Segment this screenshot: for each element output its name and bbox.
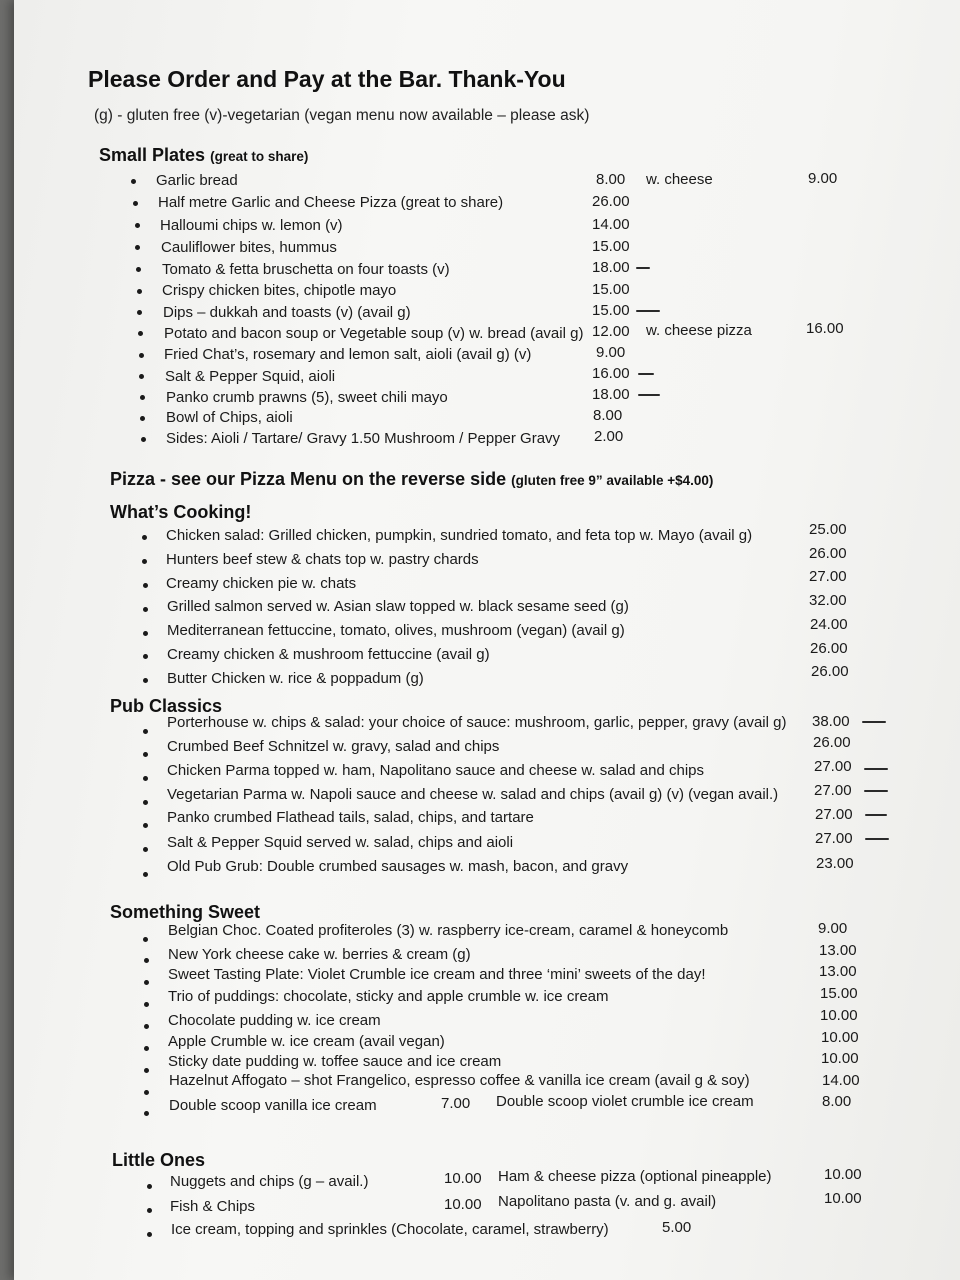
bullet	[143, 631, 148, 636]
item-mid-price: 7.00	[441, 1095, 471, 1112]
handwritten-tick-mark	[636, 310, 660, 312]
item-name: Creamy chicken & mushroom fettuccine (avail g)	[167, 646, 490, 663]
bullet	[144, 1002, 149, 1007]
section-heading-something-sweet: Something Sweet	[110, 902, 261, 922]
item-name: Panko crumbed Flathead tails, salad, chips, and tartare	[167, 809, 534, 826]
menu-page	[14, 0, 960, 1280]
item-price: 26.00	[810, 640, 848, 657]
item-price: 27.00	[815, 806, 853, 823]
item-price: 18.00	[592, 259, 630, 276]
bullet	[144, 1024, 149, 1029]
item-price: 16.00	[592, 365, 630, 382]
item-name: Double scoop vanilla ice cream	[169, 1097, 377, 1114]
page-title: Please Order and Pay at the Bar. Thank-You	[88, 66, 566, 92]
bullet	[143, 678, 148, 683]
bullet	[131, 179, 136, 184]
item-price: 15.00	[820, 985, 858, 1002]
heading-text: Pizza - see our Pizza Menu on the reverse side	[110, 469, 507, 489]
item-price: 15.00	[592, 238, 630, 255]
item-name: Belgian Choc. Coated profiteroles (3) w. raspberry ice-cream, caramel & honeycomb	[168, 922, 729, 939]
bullet	[143, 872, 148, 877]
bullet	[143, 729, 148, 734]
item-price: 8.00	[822, 1093, 852, 1110]
bullet	[144, 1068, 149, 1073]
item-price: 10.00	[821, 1029, 859, 1046]
item-name: Old Pub Grub: Double crumbed sausages w. mash, bacon, and gravy	[167, 858, 629, 875]
show-through-text	[804, 70, 824, 105]
handwritten-arrow-mark	[864, 790, 888, 792]
item-price: 10.00	[821, 1050, 859, 1067]
item-name: Salt & Pepper Squid served w. salad, chips and aioli	[167, 834, 514, 851]
section-heading-pizza	[110, 469, 713, 490]
handwritten-arrow-mark	[865, 838, 889, 840]
item-price: 10.00	[824, 1166, 862, 1183]
bullet	[144, 980, 149, 985]
bullet	[142, 559, 147, 564]
item-price: 38.00	[812, 713, 850, 730]
handwritten-tick-mark	[636, 267, 650, 269]
item-price: 18.00	[592, 386, 630, 403]
bullet	[143, 583, 148, 588]
item-name: Garlic bread	[156, 172, 238, 189]
item-name: Porterhouse w. chips & salad: your choice of sauce: mushroom, garlic, pepper, gravy (avail g)	[167, 714, 787, 731]
item-name: Hazelnut Affogato – shot Frangelico, espresso coffee & vanilla ice cream (avail g & soy)	[169, 1072, 750, 1089]
handwritten-tick-mark	[638, 373, 654, 375]
item-price: 10.00	[820, 1007, 858, 1024]
item-price: 8.00	[596, 171, 626, 188]
bullet	[141, 437, 146, 442]
item-name: Apple Crumble w. ice cream (avail vegan)	[168, 1033, 445, 1050]
item-extra-price: 16.00	[806, 320, 844, 337]
item-price: 27.00	[815, 830, 853, 847]
item-name: Hunters beef stew & chats top w. pastry chards	[166, 551, 479, 568]
bullet	[139, 353, 144, 358]
bullet	[143, 752, 148, 757]
item-extra: Ham & cheese pizza (optional pineapple)	[498, 1168, 772, 1185]
item-name: Trio of puddings: chocolate, sticky and apple crumble w. ice cream	[168, 988, 609, 1005]
item-price: 8.00	[593, 407, 623, 424]
bullet	[139, 374, 144, 379]
item-price: 9.00	[818, 920, 848, 937]
bullet	[143, 776, 148, 781]
bullet	[143, 800, 148, 805]
item-name: Creamy chicken pie w. chats	[166, 575, 357, 592]
bullet	[144, 958, 149, 963]
heading-note: (great to share)	[210, 149, 309, 164]
item-name: Vegetarian Parma w. Napoli sauce and cheese w. salad and chips (avail g) (v) (vegan avail.)	[167, 786, 779, 803]
bullet	[133, 201, 138, 206]
item-name: Mediterranean fettuccine, tomato, olives, mushroom (vegan) (avail g)	[167, 622, 625, 639]
item-price: 13.00	[819, 963, 857, 980]
item-name: Chicken salad: Grilled chicken, pumpkin, sundried tomato, and feta top w. Mayo (avail g)	[166, 527, 753, 544]
item-price: 27.00	[809, 568, 847, 585]
item-name: Cauliflower bites, hummus	[161, 239, 337, 256]
item-name: Nuggets and chips (g – avail.)	[170, 1173, 369, 1190]
item-price: 23.00	[816, 855, 854, 872]
handwritten-arrow-mark	[862, 721, 886, 723]
item-price: 26.00	[592, 193, 630, 210]
item-mid-price: 10.00	[444, 1196, 482, 1213]
handwritten-arrow-mark	[864, 768, 888, 770]
bullet	[144, 1090, 149, 1095]
item-price: 9.00	[596, 344, 626, 361]
bullet	[137, 310, 142, 315]
bullet	[137, 289, 142, 294]
item-price: 26.00	[813, 734, 851, 751]
item-name: Halloumi chips w. lemon (v)	[160, 217, 343, 234]
bullet	[143, 847, 148, 852]
section-heading-little-ones: Little Ones	[112, 1150, 206, 1170]
section-heading-whats-cooking: What’s Cooking!	[110, 502, 252, 522]
item-price: 14.00	[592, 216, 630, 233]
item-name: Butter Chicken w. rice & poppadum (g)	[167, 670, 424, 687]
item-name: New York cheese cake w. berries & cream (g)	[168, 946, 471, 963]
heading-text: Small Plates	[99, 145, 206, 165]
item-price: 12.00	[592, 323, 630, 340]
item-name: Crispy chicken bites, chipotle mayo	[162, 282, 397, 299]
bullet	[147, 1232, 152, 1237]
item-name: Potato and bacon soup or Vegetable soup (v) w. bread (avail g)	[164, 325, 584, 342]
bullet	[143, 654, 148, 659]
item-name: Fried Chat’s, rosemary and lemon salt, aioli (avail g) (v)	[164, 346, 532, 363]
item-extra: Napolitano pasta (v. and g. avail)	[498, 1193, 717, 1210]
item-name: Panko crumb prawns (5), sweet chili mayo	[166, 389, 448, 406]
section-heading-pub-classics: Pub Classics	[110, 696, 223, 716]
bullet	[135, 223, 140, 228]
item-name: Fish & Chips	[170, 1198, 256, 1215]
handwritten-tick-mark	[638, 394, 660, 396]
item-name: Chocolate pudding w. ice cream	[168, 1012, 381, 1029]
item-name: Salt & Pepper Squid, aioli	[165, 368, 336, 385]
item-price: 15.00	[592, 302, 630, 319]
item-extra: w. cheese pizza	[646, 322, 752, 339]
item-name: Tomato & fetta bruschetta on four toasts (v)	[162, 261, 450, 278]
item-name: Grilled salmon served w. Asian slaw topped w. black sesame seed (g)	[167, 598, 629, 615]
item-price: 26.00	[809, 545, 847, 562]
item-price: 15.00	[592, 281, 630, 298]
item-price: 25.00	[809, 521, 847, 538]
item-extra: w. cheese	[646, 171, 713, 188]
bullet	[143, 937, 148, 942]
item-name: Chicken Parma topped w. ham, Napolitano sauce and cheese w. salad and chips	[167, 762, 704, 779]
bullet	[143, 607, 148, 612]
section-heading-small-plates	[99, 145, 308, 166]
item-price: 27.00	[814, 758, 852, 775]
dietary-legend: (g) - gluten free (v)-vegetarian (vegan menu now available – please ask)	[94, 107, 590, 124]
item-price: 14.00	[822, 1072, 860, 1089]
bullet	[135, 245, 140, 250]
bullet	[147, 1184, 152, 1189]
bullet	[144, 1046, 149, 1051]
item-price: 13.00	[819, 942, 857, 959]
bullet	[136, 267, 141, 272]
bullet	[143, 823, 148, 828]
item-name: Half metre Garlic and Cheese Pizza (great to share)	[158, 194, 504, 211]
item-name: Crumbed Beef Schnitzel w. gravy, salad and chips	[167, 738, 500, 755]
item-price: 24.00	[810, 616, 848, 633]
item-extra-price: 9.00	[808, 170, 838, 187]
item-mid-price: 5.00	[662, 1219, 692, 1236]
item-price: 27.00	[814, 782, 852, 799]
bullet	[140, 416, 145, 421]
item-name: Dips – dukkah and toasts (v) (avail g)	[163, 304, 411, 321]
item-name: Sides: Aioli / Tartare/ Gravy 1.50 Mushroom / Pepper Gravy	[166, 430, 561, 447]
item-price: 2.00	[594, 428, 624, 445]
bullet	[142, 535, 147, 540]
bullet	[144, 1111, 149, 1116]
item-price: 10.00	[824, 1190, 862, 1207]
item-price: 32.00	[809, 592, 847, 609]
handwritten-arrow-mark	[865, 814, 887, 816]
item-extra: Double scoop violet crumble ice cream	[496, 1093, 754, 1110]
item-name: Sweet Tasting Plate: Violet Crumble ice cream and three ‘mini’ sweets of the day!	[168, 966, 706, 983]
item-name: Bowl of Chips, aioli	[166, 409, 293, 426]
item-name: Ice cream, topping and sprinkles (Chocolate, caramel, strawberry)	[171, 1221, 609, 1238]
item-mid-price: 10.00	[444, 1170, 482, 1187]
bullet	[140, 395, 145, 400]
bullet	[138, 331, 143, 336]
bullet	[147, 1208, 152, 1213]
heading-note: (gluten free 9” available +$4.00)	[511, 473, 714, 488]
item-name: Sticky date pudding w. toffee sauce and ice cream	[168, 1053, 502, 1070]
item-price: 26.00	[811, 663, 849, 680]
